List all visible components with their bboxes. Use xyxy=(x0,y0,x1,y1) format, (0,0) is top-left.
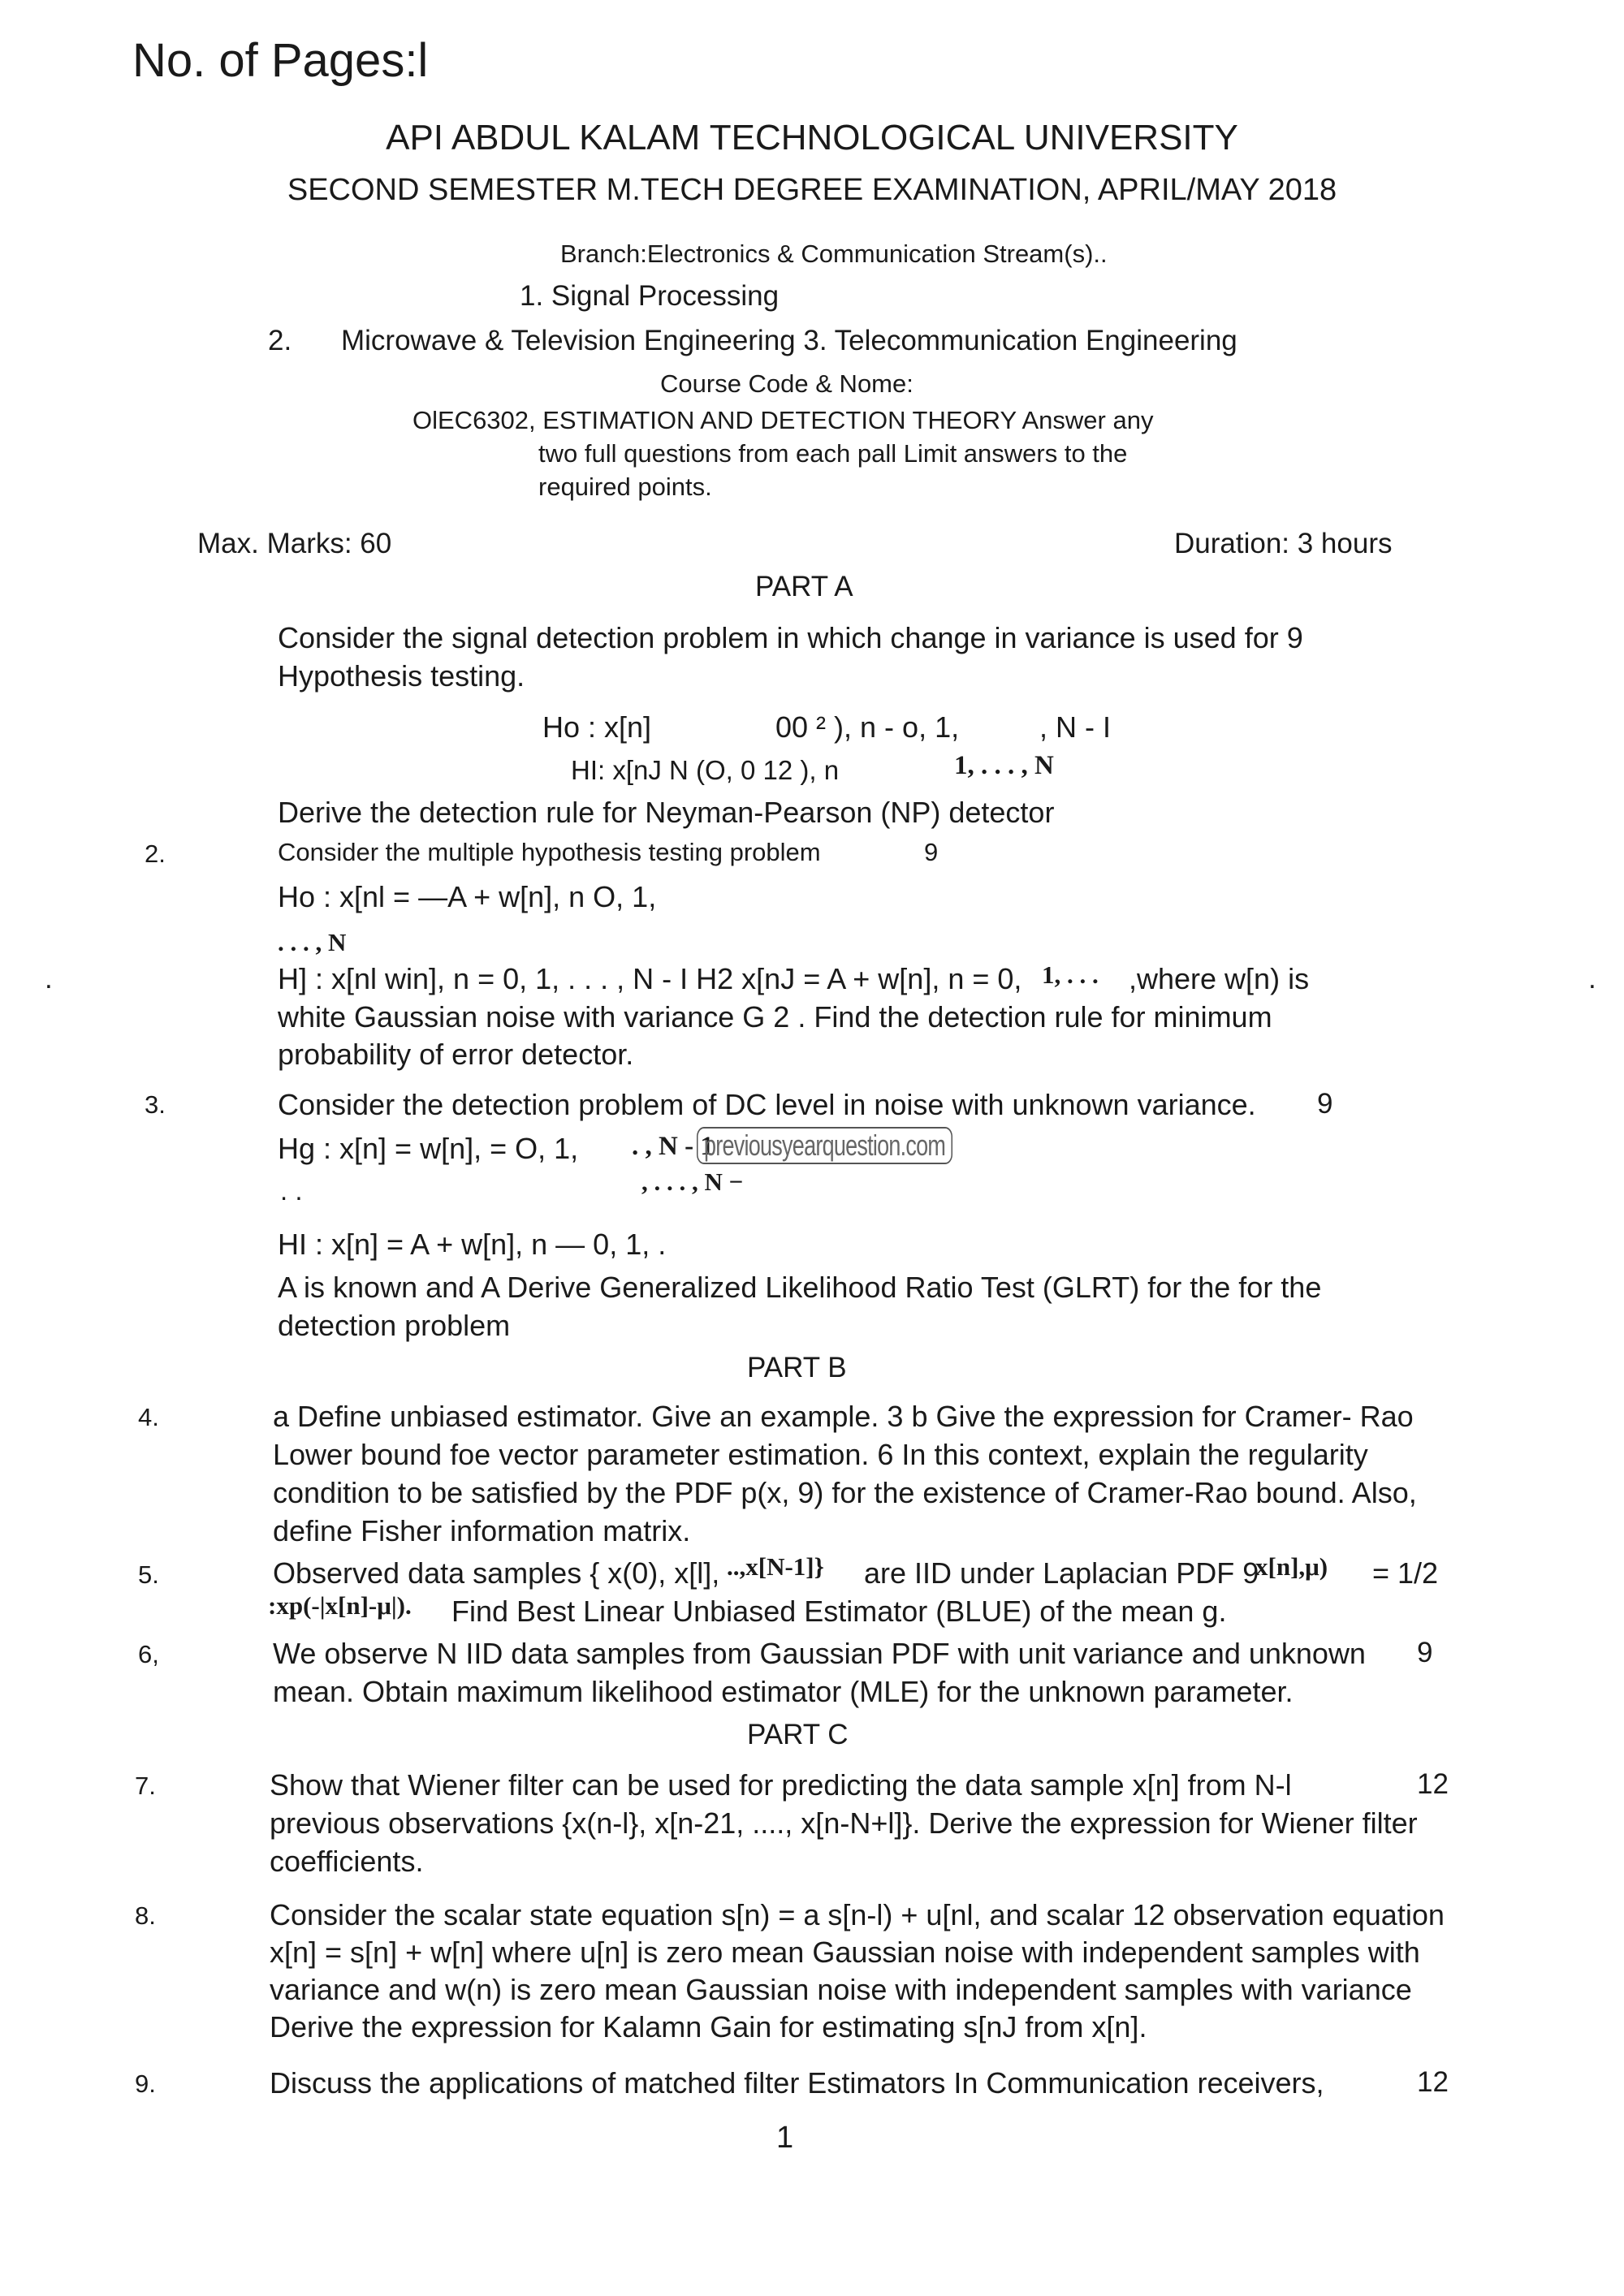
university-title: API ABDUL KALAM TECHNOLOGICAL UNIVERSITY xyxy=(386,118,1238,158)
q2-h0: Ho : x[nl = —A + w[n], n O, 1, xyxy=(278,880,657,913)
course-line-2: two full questions from each pall Limit answers to the xyxy=(538,439,1128,468)
q3-line-3: detection problem xyxy=(278,1309,511,1342)
q2-margin-dot-left: . xyxy=(45,963,53,995)
q3-h0: Hg : x[n] = w[n], = O, 1, xyxy=(278,1132,579,1165)
q4-line-1: a Define unbiased estimator. Give an example. 3 b Give the expression for Cramer- Rao xyxy=(273,1400,1414,1433)
q6-line-2: mean. Obtain maximum likelihood estimator (MLE) for the unknown parameter. xyxy=(273,1675,1294,1708)
q1-line-2: Hypothesis testing. xyxy=(278,659,525,693)
q8-line-4: Derive the expression for Kalamn Gain for estimating s[nJ from x[n]. xyxy=(270,2010,1147,2044)
q1-h0-right: , N - I xyxy=(1039,710,1111,744)
part-b-heading: PART B xyxy=(747,1352,847,1383)
branch: Branch:Electronics & Communication Stream(s).. xyxy=(560,240,1108,268)
q5-line-1d: x[n],μ) xyxy=(1255,1552,1328,1581)
q4-line-4: define Fisher information matrix. xyxy=(273,1514,691,1547)
q7-marks: 12 xyxy=(1417,1768,1449,1800)
q8-line-2: x[n] = s[n] + w[n] where u[n] is zero mean Gaussian noise with independent samples with xyxy=(270,1936,1420,1969)
q5-line-1e: = 1/2 xyxy=(1372,1556,1439,1590)
stream-2: Microwave & Television Engineering 3. Telecommunication Engineering xyxy=(341,325,1237,356)
q2-marks: 9 xyxy=(924,838,939,866)
q8-line-3: variance and w(n) is zero mean Gaussian noise with independent samples with variance xyxy=(270,1973,1412,2006)
q7-line-1: Show that Wiener filter can be used for predicting the data sample x[n] from N-l xyxy=(270,1768,1292,1802)
q3-line-1: Consider the detection problem of DC level in noise with unknown variance. xyxy=(278,1088,1256,1121)
duration: Duration: 3 hours xyxy=(1174,528,1393,559)
q8-number: 8. xyxy=(135,1901,156,1930)
q7-number: 7. xyxy=(135,1772,156,1800)
q9-marks: 12 xyxy=(1417,2066,1449,2098)
q2-line-2b: 1, . . . xyxy=(1042,960,1099,989)
q2-margin-dot-right: . xyxy=(1588,963,1596,995)
q1-line-1: Consider the signal detection problem in which change in variance is used for 9 xyxy=(278,621,1303,654)
q4-number: 4. xyxy=(138,1403,159,1431)
q2-line-3: white Gaussian noise with variance G 2 . Find the detection rule for minimum xyxy=(278,1000,1272,1034)
course-line-1: OlEC6302, ESTIMATION AND DETECTION THEORY Answer any xyxy=(412,406,1154,434)
page-number: 1 xyxy=(776,2121,794,2155)
q1-h0-mid: 00 ² ), n - o, 1, xyxy=(775,710,960,744)
q5-line-1c: are IID under Laplacian PDF 9 xyxy=(864,1556,1259,1590)
q3-line-2: A is known and A Derive Generalized Likelihood Ratio Test (GLRT) for the for the xyxy=(278,1271,1322,1304)
part-c-heading: PART C xyxy=(747,1719,849,1750)
q5-line-2a: :xp(-|x[n]-μ|). xyxy=(268,1591,412,1620)
q4-line-2: Lower bound foe vector parameter estimation. 6 In this context, explain the regularity xyxy=(273,1438,1368,1471)
watermark-logo: previousyearquestion.com xyxy=(697,1127,952,1164)
max-marks: Max. Marks: 60 xyxy=(197,528,392,559)
q6-line-1: We observe N IID data samples from Gaussian PDF with unit variance and unknown xyxy=(273,1637,1366,1670)
q9-number: 9. xyxy=(135,2069,156,2098)
q5-number: 5. xyxy=(138,1560,159,1589)
q6-marks: 9 xyxy=(1417,1637,1433,1668)
q5-line-1a: Observed data samples { x(0), x[l], xyxy=(273,1556,720,1590)
part-a-heading: PART A xyxy=(755,571,853,602)
course-label: Course Code & Nome: xyxy=(660,369,914,398)
course-line-3: required points. xyxy=(538,473,712,501)
q3-number: 3. xyxy=(145,1090,166,1119)
q2-number: 2. xyxy=(145,839,166,868)
q6-number: 6, xyxy=(138,1640,159,1668)
q1-h1-right: 1, . . . , N xyxy=(954,751,1054,780)
q3-dots-right: , . . . , N − xyxy=(641,1167,744,1196)
q3-dots-left: . . xyxy=(280,1176,303,1206)
q5-line-1b: ..,x[N-1]} xyxy=(727,1552,824,1581)
q2-line-2a: H] : x[nl win], n = 0, 1, . . . , N - I H2 x[nJ = A + w[n], n = 0, xyxy=(278,962,1022,995)
q7-line-2: previous observations {x(n-l}, x[n-21, ...., x[n-N+l]}. Derive the expression for Wiener filter xyxy=(270,1806,1418,1840)
q1-h1: HI: x[nJ N (O, 0 12 ), n xyxy=(571,755,840,785)
q1-h0-left: Ho : x[n] xyxy=(542,710,652,744)
q2-line-2c: ,where w[n) is xyxy=(1129,962,1310,995)
q3-h1: HI : x[n] = A + w[n], n — 0, 1, . xyxy=(278,1228,667,1261)
q7-line-3: coefficients. xyxy=(270,1845,424,1878)
q3-marks: 9 xyxy=(1317,1088,1333,1120)
q9-line-1: Discuss the applications of matched filter Estimators In Communication receivers, xyxy=(270,2066,1324,2100)
page-count: No. of Pages:l xyxy=(132,34,429,87)
q8-line-1: Consider the scalar state equation s[n) = a s[n-l) + u[nl, and scalar 12 observation equation xyxy=(270,1898,1445,1931)
q5-line-2b: Find Best Linear Unbiased Estimator (BLUE) of the mean g. xyxy=(451,1595,1227,1628)
q4-line-3: condition to be satisfied by the PDF p(x, 9) for the existence of Cramer-Rao bound. Also, xyxy=(273,1476,1417,1509)
stream-1: 1. Signal Processing xyxy=(520,280,780,312)
q2-line-1: Consider the multiple hypothesis testing problem xyxy=(278,838,821,866)
stream-2-number: 2. xyxy=(268,325,292,356)
q3-h0-right: . , N - 1 xyxy=(632,1132,714,1161)
q2-dots: . . . , N xyxy=(278,928,347,956)
exam-title: SECOND SEMESTER M.TECH DEGREE EXAMINATION, APRIL/MAY 2018 xyxy=(287,173,1337,207)
q2-line-4: probability of error detector. xyxy=(278,1038,634,1071)
q1-line-3: Derive the detection rule for Neyman-Pearson (NP) detector xyxy=(278,796,1055,829)
